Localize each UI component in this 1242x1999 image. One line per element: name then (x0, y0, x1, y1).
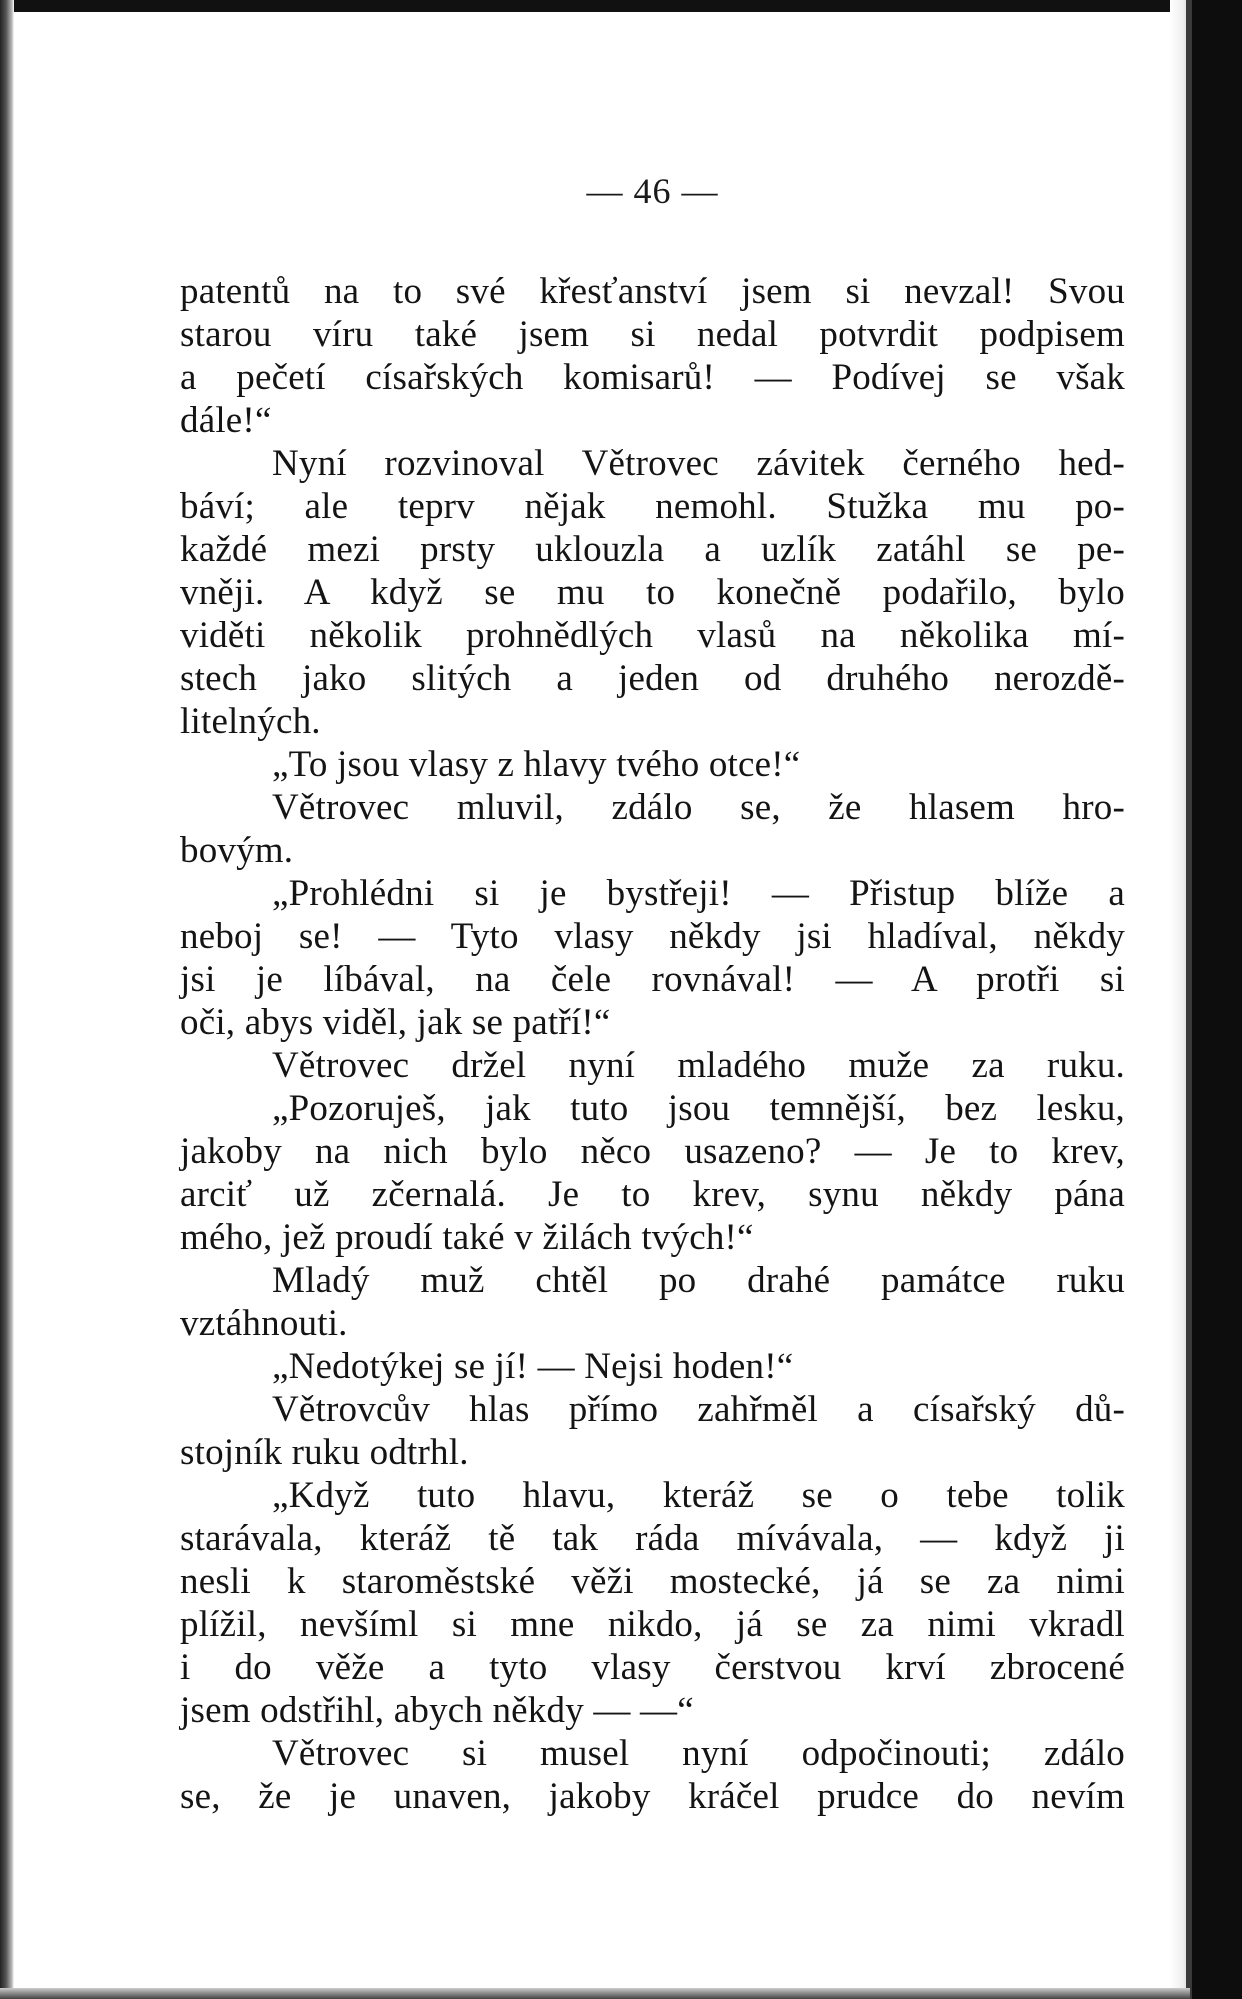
text-line: stech jako slitých a jeden od druhého nerozdě- (180, 658, 1125, 699)
text-line: arciť už zčernalá. Je to krev, synu někdy pána (180, 1174, 1125, 1215)
text-line: Větrovec si musel nyní odpočinouti; zdálo (272, 1733, 1125, 1774)
text-line: neboj se! — Tyto vlasy někdy jsi hladíval, někdy (180, 916, 1125, 957)
text-line: dále!“ (180, 400, 272, 441)
page-body-text (180, 270, 1125, 1818)
text-line: „Když tuto hlavu, kteráž se o tebe tolik (272, 1475, 1125, 1516)
text-line: Nyní rozvinoval Větrovec závitek černého hed- (272, 443, 1125, 484)
text-line: bovým. (180, 830, 294, 871)
page-number: — 46 — (586, 171, 719, 211)
text-line: plížil, nevšíml si mne nikdo, já se za nimi vkradl (180, 1604, 1125, 1645)
text-line: každé mezi prsty uklouzla a uzlík zatáhl se pe- (180, 529, 1125, 570)
text-line: vztáhnouti. (180, 1303, 348, 1344)
text-line: a pečetí císařských komisarů! — Podívej se však (180, 357, 1125, 398)
text-line: Mladý muž chtěl po drahé památce ruku (272, 1260, 1125, 1301)
text-line: patentů na to své křesťanství jsem si nevzal! Svou (180, 271, 1125, 312)
text-line: Větrovec mluvil, zdálo se, že hlasem hro- (272, 787, 1125, 828)
text-line: nesli k staroměstské věži mostecké, já se za nimi (180, 1561, 1125, 1602)
text-line: „To jsou vlasy z hlavy tvého otce!“ (272, 744, 801, 785)
text-line: litelných. (180, 701, 321, 742)
text-line: Větrovec držel nyní mladého muže za ruku. (272, 1045, 1125, 1086)
text-line: oči, abys viděl, jak se patří!“ (180, 1002, 611, 1043)
text-line: „Prohlédni si je bystřeji! — Přistup blíže a (272, 873, 1125, 914)
book-page (180, 170, 1125, 1818)
text-line: báví; ale teprv nějak nemohl. Stužka mu po- (180, 486, 1125, 527)
text-line: jakoby na nich bylo něco usazeno? — Je to krev, (180, 1131, 1125, 1172)
text-line: starou víru také jsem si nedal potvrdit podpisem (180, 314, 1125, 355)
text-line: starávala, kteráž tě tak ráda mívávala, — když ji (180, 1518, 1125, 1559)
scan-bottom-border (0, 1988, 1190, 1999)
text-line: „Pozoruješ, jak tuto jsou temnější, bez lesku, (272, 1088, 1125, 1129)
text-line: viděti několik prohnědlých vlasů na několika mí- (180, 615, 1125, 656)
text-line: „Nedotýkej se jí! — Nejsi hoden!“ (272, 1346, 794, 1387)
text-line: jsem odstřihl, abych někdy — —“ (180, 1690, 694, 1731)
scan-top-border (0, 0, 1242, 12)
text-line: jsi je líbával, na čele rovnával! — A protři si (180, 959, 1125, 1000)
text-line: i do věže a tyto vlasy čerstvou krví zbrocené (180, 1647, 1125, 1688)
scan-left-border (0, 0, 14, 1999)
text-line: se, že je unaven, jakoby kráčel prudce do nevím (180, 1776, 1125, 1817)
text-line: Větrovcův hlas přímo zahřměl a císařský dů- (272, 1389, 1125, 1430)
text-line: stojník ruku odtrhl. (180, 1432, 469, 1473)
text-line: mého, jež proudí také v žilách tvých!“ (180, 1217, 754, 1258)
scan-right-border (1192, 0, 1242, 1999)
text-line: vněji. A když se mu to konečně podařilo, bylo (180, 572, 1125, 613)
